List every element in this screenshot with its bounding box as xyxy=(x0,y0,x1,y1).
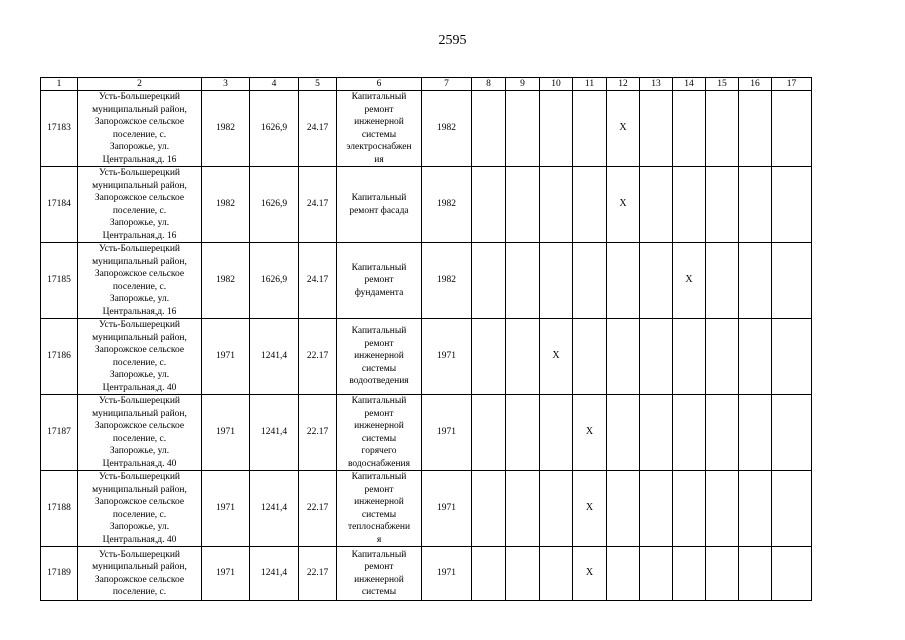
work-type-cell-line: инженерной xyxy=(354,351,404,362)
table-body xyxy=(41,91,812,601)
work-type-cell-line: электроснабжен xyxy=(346,142,412,152)
empty-cell xyxy=(640,395,673,471)
empty-cell xyxy=(506,471,540,547)
work-type-cell xyxy=(337,547,422,601)
empty-cell xyxy=(540,167,573,243)
work-type-cell xyxy=(337,167,422,243)
year-built-cell: 1982 xyxy=(202,91,250,167)
empty-cell xyxy=(640,547,673,601)
address-cell-line: Усть-Большерецкий xyxy=(99,92,180,102)
work-type-cell-line: системы xyxy=(361,433,397,444)
code-cell: 24.17 xyxy=(299,91,337,167)
address-cell-line: Усть-Большерецкий xyxy=(99,396,180,406)
work-type-cell xyxy=(337,319,422,395)
empty-cell xyxy=(472,91,506,167)
column-header: 13 xyxy=(640,78,673,91)
year-planned-cell: 1982 xyxy=(422,167,472,243)
table-row xyxy=(41,167,812,243)
empty-cell xyxy=(739,547,772,601)
row-id-cell: 17188 xyxy=(41,471,78,547)
work-type-cell-line: Капитальный xyxy=(351,396,407,406)
address-cell-line: Запорожское сельское xyxy=(94,421,185,431)
empty-cell xyxy=(706,167,739,243)
empty-cell xyxy=(673,319,706,395)
work-type-cell-line: ремонт xyxy=(364,408,394,419)
year-planned-cell: 1971 xyxy=(422,547,472,601)
mark-cell: X xyxy=(607,167,640,243)
mark-cell: X xyxy=(573,547,607,601)
address-cell xyxy=(78,547,202,601)
column-header: 17 xyxy=(772,78,812,91)
work-type-cell-line: ремонт фасада xyxy=(349,205,409,216)
address-cell xyxy=(78,167,202,243)
empty-cell xyxy=(472,319,506,395)
table-row xyxy=(41,471,812,547)
empty-cell xyxy=(607,547,640,601)
column-header: 2 xyxy=(78,78,202,91)
empty-cell xyxy=(706,319,739,395)
empty-cell xyxy=(640,91,673,167)
empty-cell xyxy=(506,547,540,601)
code-cell: 22.17 xyxy=(299,395,337,471)
work-type-cell-line: Капитальный xyxy=(351,262,407,273)
address-cell-line: поселение, с. xyxy=(112,205,167,216)
empty-cell xyxy=(640,471,673,547)
mark-cell: X xyxy=(573,471,607,547)
address-cell-line: муниципальный район, xyxy=(92,408,187,419)
table-row xyxy=(41,243,812,319)
address-cell-line: муниципальный район, xyxy=(92,104,187,115)
empty-cell xyxy=(472,243,506,319)
empty-cell xyxy=(772,91,812,167)
work-type-cell-line: системы xyxy=(361,587,397,597)
table-row xyxy=(41,547,812,601)
address-cell-line: Усть-Большерецкий xyxy=(99,472,180,482)
address-cell xyxy=(78,319,202,395)
column-number-row xyxy=(41,78,812,91)
work-type-cell-line: я xyxy=(376,534,382,545)
work-type-cell-line: системы xyxy=(361,363,397,374)
empty-cell xyxy=(706,243,739,319)
address-cell-line: Запорожье, ул. xyxy=(109,294,170,304)
address-cell-line: Усть-Большерецкий xyxy=(99,244,180,254)
column-header: 5 xyxy=(299,78,337,91)
address-cell-line: Запорожское сельское xyxy=(94,345,185,355)
row-id-cell: 17184 xyxy=(41,167,78,243)
mark-cell: X xyxy=(540,319,573,395)
code-cell: 22.17 xyxy=(299,547,337,601)
address-cell-line: Центральная,д. 16 xyxy=(102,230,177,241)
empty-cell xyxy=(673,395,706,471)
work-type-cell-line: ремонт xyxy=(364,275,394,286)
empty-cell xyxy=(739,91,772,167)
year-planned-cell: 1971 xyxy=(422,471,472,547)
empty-cell xyxy=(739,471,772,547)
column-header: 8 xyxy=(472,78,506,91)
area-cell: 1626,9 xyxy=(250,243,299,319)
work-type-cell-line: Капитальный xyxy=(351,549,407,560)
row-id-cell: 17183 xyxy=(41,91,78,167)
empty-cell xyxy=(673,167,706,243)
empty-cell xyxy=(506,167,540,243)
table-row xyxy=(41,319,812,395)
work-type-cell-line: ремонт xyxy=(364,338,394,349)
code-cell: 24.17 xyxy=(299,243,337,319)
year-built-cell: 1971 xyxy=(202,395,250,471)
empty-cell xyxy=(706,547,739,601)
work-type-cell-line: горячего xyxy=(361,446,397,456)
work-type-cell-line: Капитальный xyxy=(351,472,407,482)
empty-cell xyxy=(506,91,540,167)
empty-cell xyxy=(673,547,706,601)
address-cell-line: Запорожье, ул. xyxy=(109,446,170,456)
empty-cell xyxy=(706,395,739,471)
mark-cell: X xyxy=(607,91,640,167)
work-type-cell-line: теплоснабжени xyxy=(347,522,411,532)
empty-cell xyxy=(607,471,640,547)
empty-cell xyxy=(739,319,772,395)
address-cell-line: Усть-Большерецкий xyxy=(99,168,180,178)
year-built-cell: 1971 xyxy=(202,471,250,547)
work-type-cell-line: Капитальный xyxy=(351,92,407,102)
address-cell-line: поселение, с. xyxy=(112,433,167,444)
address-cell-line: Запорожье, ул. xyxy=(109,142,170,152)
work-type-cell-line: инженерной xyxy=(354,117,404,127)
empty-cell xyxy=(540,395,573,471)
work-type-cell-line: системы xyxy=(361,509,397,520)
work-type-cell-line: водоотведения xyxy=(349,376,409,387)
column-header: 11 xyxy=(573,78,607,91)
area-cell: 1241,4 xyxy=(250,547,299,601)
year-built-cell: 1982 xyxy=(202,167,250,243)
empty-cell xyxy=(506,319,540,395)
empty-cell xyxy=(607,395,640,471)
work-type-cell-line: водоснабжения xyxy=(347,458,411,469)
table-header xyxy=(41,78,812,91)
empty-cell xyxy=(506,395,540,471)
empty-cell xyxy=(540,91,573,167)
empty-cell xyxy=(573,243,607,319)
column-header: 7 xyxy=(422,78,472,91)
address-cell xyxy=(78,471,202,547)
address-cell-line: Центральная,д. 16 xyxy=(102,306,177,317)
column-header: 1 xyxy=(41,78,78,91)
address-cell-line: поселение, с. xyxy=(112,509,167,520)
column-header: 16 xyxy=(739,78,772,91)
empty-cell xyxy=(706,471,739,547)
address-cell-line: Запорожье, ул. xyxy=(109,218,170,228)
work-type-cell xyxy=(337,91,422,167)
mark-cell: X xyxy=(673,243,706,319)
year-planned-cell: 1982 xyxy=(422,91,472,167)
column-header: 15 xyxy=(706,78,739,91)
empty-cell xyxy=(706,91,739,167)
address-cell-line: Запорожье, ул. xyxy=(109,370,170,380)
row-id-cell: 17187 xyxy=(41,395,78,471)
code-cell: 24.17 xyxy=(299,167,337,243)
address-cell-line: муниципальный район, xyxy=(92,180,187,191)
empty-cell xyxy=(573,319,607,395)
empty-cell xyxy=(573,167,607,243)
work-type-cell xyxy=(337,395,422,471)
empty-cell xyxy=(772,395,812,471)
empty-cell xyxy=(472,395,506,471)
code-cell: 22.17 xyxy=(299,319,337,395)
work-type-cell-line: инженерной xyxy=(354,421,404,431)
row-id-cell: 17186 xyxy=(41,319,78,395)
address-cell-line: поселение, с. xyxy=(112,129,167,140)
area-cell: 1241,4 xyxy=(250,319,299,395)
mark-cell: X xyxy=(573,395,607,471)
column-header: 10 xyxy=(540,78,573,91)
work-type-cell-line: инженерной xyxy=(354,497,404,507)
address-cell xyxy=(78,91,202,167)
column-header: 6 xyxy=(337,78,422,91)
row-id-cell: 17189 xyxy=(41,547,78,601)
work-type-cell-line: системы xyxy=(361,129,397,140)
empty-cell xyxy=(540,243,573,319)
empty-cell xyxy=(772,243,812,319)
empty-cell xyxy=(640,319,673,395)
table-row xyxy=(41,395,812,471)
row-id-cell: 17185 xyxy=(41,243,78,319)
year-planned-cell: 1982 xyxy=(422,243,472,319)
empty-cell xyxy=(739,167,772,243)
address-cell-line: Усть-Большерецкий xyxy=(99,320,180,330)
year-planned-cell: 1971 xyxy=(422,319,472,395)
address-cell-line: поселение, с. xyxy=(112,587,167,597)
address-cell-line: Запорожское сельское xyxy=(94,117,185,127)
table-row xyxy=(41,91,812,167)
empty-cell xyxy=(772,319,812,395)
work-type-cell-line: Капитальный xyxy=(351,193,407,203)
column-header: 3 xyxy=(202,78,250,91)
empty-cell xyxy=(540,471,573,547)
column-header: 14 xyxy=(673,78,706,91)
empty-cell xyxy=(739,395,772,471)
work-type-cell xyxy=(337,471,422,547)
registry-table xyxy=(40,77,812,601)
address-cell xyxy=(78,243,202,319)
empty-cell xyxy=(772,547,812,601)
address-cell-line: Запорожское сельское xyxy=(94,497,185,507)
empty-cell xyxy=(506,243,540,319)
page-number: 2595 xyxy=(438,33,467,48)
year-planned-cell: 1971 xyxy=(422,395,472,471)
year-built-cell: 1971 xyxy=(202,319,250,395)
empty-cell xyxy=(772,471,812,547)
address-cell-line: Запорожское сельское xyxy=(94,574,185,585)
empty-cell xyxy=(673,471,706,547)
empty-cell xyxy=(640,167,673,243)
area-cell: 1626,9 xyxy=(250,167,299,243)
address-cell-line: Центральная,д. 40 xyxy=(102,382,177,393)
empty-cell xyxy=(573,91,607,167)
address-cell-line: Запорожское сельское xyxy=(94,193,185,203)
address-cell-line: Усть-Большерецкий xyxy=(99,549,180,560)
empty-cell xyxy=(472,167,506,243)
empty-cell xyxy=(472,471,506,547)
address-cell-line: Центральная,д. 40 xyxy=(102,534,177,545)
address-cell-line: Запорожье, ул. xyxy=(109,522,170,532)
empty-cell xyxy=(673,91,706,167)
work-type-cell-line: ремонт xyxy=(364,484,394,495)
year-built-cell: 1971 xyxy=(202,547,250,601)
address-cell-line: поселение, с. xyxy=(112,357,167,368)
work-type-cell-line: инженерной xyxy=(354,574,404,585)
address-cell xyxy=(78,395,202,471)
area-cell: 1626,9 xyxy=(250,91,299,167)
empty-cell xyxy=(540,547,573,601)
work-type-cell xyxy=(337,243,422,319)
empty-cell xyxy=(772,167,812,243)
address-cell-line: поселение, с. xyxy=(112,281,167,292)
work-type-cell-line: фундамента xyxy=(354,287,404,298)
column-header: 12 xyxy=(607,78,640,91)
work-type-cell-line: ия xyxy=(374,154,384,165)
address-cell-line: муниципальный район, xyxy=(92,484,187,495)
address-cell-line: Центральная,д. 16 xyxy=(102,154,177,165)
empty-cell xyxy=(739,243,772,319)
address-cell-line: Запорожское сельское xyxy=(94,269,185,279)
empty-cell xyxy=(607,243,640,319)
address-cell-line: Центральная,д. 40 xyxy=(102,458,177,469)
year-built-cell: 1982 xyxy=(202,243,250,319)
work-type-cell-line: ремонт xyxy=(364,104,394,115)
area-cell: 1241,4 xyxy=(250,395,299,471)
address-cell-line: муниципальный район, xyxy=(92,562,187,572)
address-cell-line: муниципальный район, xyxy=(92,332,187,343)
empty-cell xyxy=(472,547,506,601)
work-type-cell-line: Капитальный xyxy=(351,326,407,337)
empty-cell xyxy=(607,319,640,395)
area-cell: 1241,4 xyxy=(250,471,299,547)
column-header: 4 xyxy=(250,78,299,91)
column-header: 9 xyxy=(506,78,540,91)
work-type-cell-line: ремонт xyxy=(364,562,394,572)
code-cell: 22.17 xyxy=(299,471,337,547)
empty-cell xyxy=(640,243,673,319)
address-cell-line: муниципальный район, xyxy=(92,256,187,267)
